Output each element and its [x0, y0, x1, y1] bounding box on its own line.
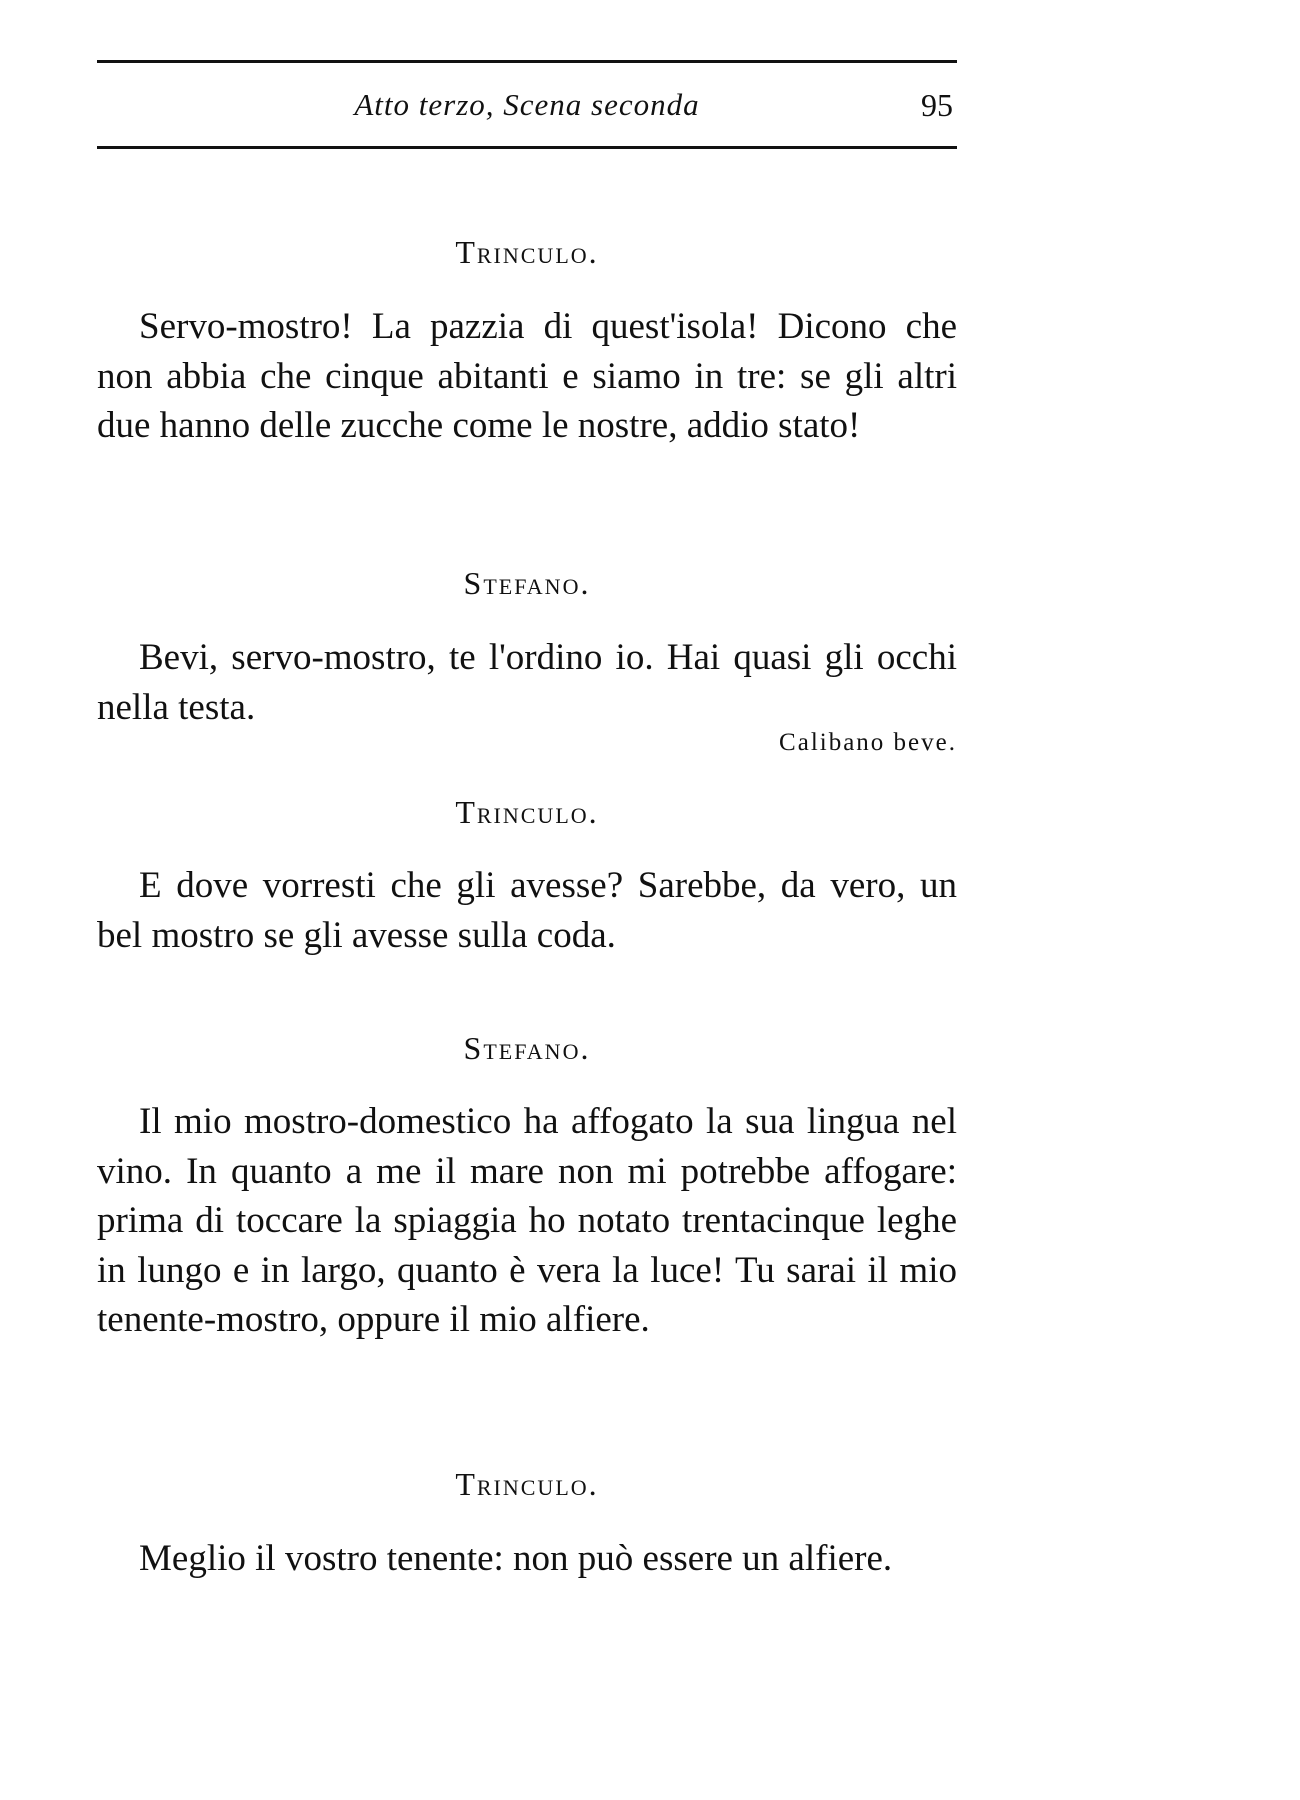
running-title: Atto terzo, Scena seconda	[354, 87, 700, 122]
speaker-heading	[97, 1028, 957, 1068]
speech-paragraph	[97, 1097, 957, 1345]
speaker-heading	[97, 232, 957, 272]
speaker-name: Stefano.	[463, 1030, 591, 1066]
speaker-name: Trinculo.	[455, 794, 599, 830]
speaker-heading	[97, 792, 957, 832]
speech-text: Servo-mostro! La pazzia di quest'isola! Dicono che non abbia che cinque abitanti e siamo in tre: se gli altri due hanno delle zucche come le nostre, addio stato!	[97, 306, 957, 446]
speaker-heading	[97, 1464, 957, 1504]
book-page	[97, 0, 957, 1800]
speaker-heading	[97, 563, 957, 603]
page-number: 95	[921, 87, 953, 123]
speech-paragraph	[97, 302, 957, 451]
speech-paragraph	[97, 861, 957, 960]
speaker-name: Stefano.	[463, 565, 591, 601]
header-bottom-rule	[97, 146, 957, 149]
speech-text: Il mio mostro-domestico ha affogato la sua lingua nel vino. In quanto a me il mare non mi potrebbe affogare: prima di toccare la spiaggia ho notato trentacinque leghe in lungo e in largo, quanto è vera la luce! Tu sarai il mio tenente-mostro, oppure il mio alfiere.	[97, 1101, 957, 1340]
stage-direction-block	[97, 728, 957, 758]
header-top-rule	[97, 60, 957, 63]
speaker-name: Trinculo.	[455, 234, 599, 270]
speech-paragraph	[97, 1534, 957, 1584]
speech-text: Bevi, servo-mostro, te l'ordino io. Hai quasi gli occhi nella testa.	[97, 637, 957, 728]
stage-direction: Calibano beve.	[779, 729, 957, 756]
speech-paragraph	[97, 633, 957, 732]
speech-text: Meglio il vostro tenente: non può essere un alfiere.	[139, 1538, 893, 1579]
running-head	[97, 80, 957, 130]
speech-text: E dove vorresti che gli avesse? Sarebbe, da vero, un bel mostro se gli avesse sulla coda.	[97, 865, 957, 956]
speaker-name: Trinculo.	[455, 1466, 599, 1502]
